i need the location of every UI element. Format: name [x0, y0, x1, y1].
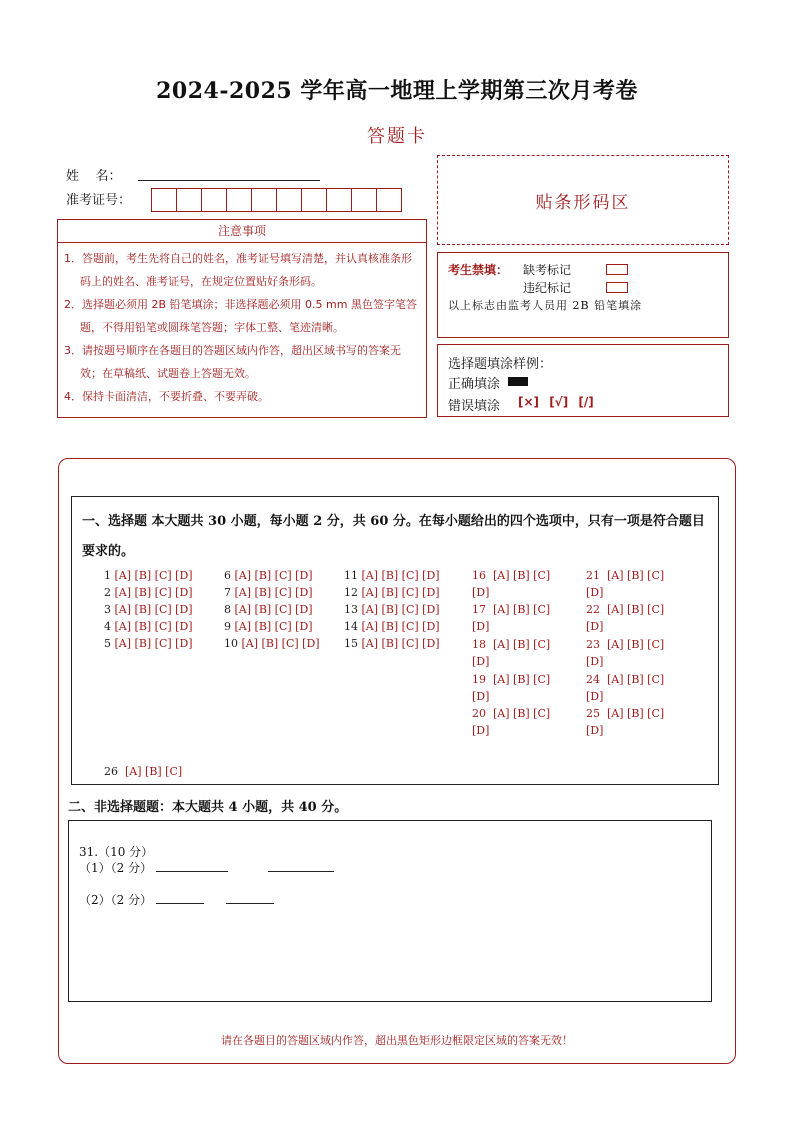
proctor-note: 以上标志由监考人员用 2B 铅笔填涂 — [448, 299, 643, 312]
notice-item: 2．选择题必须用 2B 铅笔填涂；非选择题必须用 0.5 mm 黑色签字笔答题，不得用铅笔或圆珠笔答题；字体工整、笔迹清晰。 — [64, 298, 417, 334]
notice-heading: 注意事项 — [57, 219, 427, 243]
question-row[interactable]: 11 [A] [B] [C] [D] — [344, 569, 440, 582]
question-31-label: 31.（10 分） — [79, 845, 154, 859]
digit-box[interactable] — [251, 188, 277, 212]
question-row[interactable]: 3 [A] [B] [C] [D] — [104, 603, 193, 616]
footer-note: 请在各题目的答题区域内作答，超出黑色矩形边框限定区域的答案无效！ — [221, 1034, 573, 1047]
answer-sheet-subtitle: 答题卡 — [367, 126, 427, 147]
violation-mark-label: 违纪标记 — [523, 281, 572, 295]
page-title: 2024-2025 学年高一地理上学期第三次月考卷 — [156, 78, 638, 104]
question-row[interactable]: 6 [A] [B] [C] [D] — [224, 569, 313, 582]
question-row[interactable]: 25 [A] [B] [C] [D] — [586, 707, 665, 737]
digit-box[interactable] — [201, 188, 227, 212]
question-row[interactable]: 8 [A] [B] [C] [D] — [224, 603, 313, 616]
question-row[interactable]: 9 [A] [B] [C] [D] — [224, 620, 313, 633]
question-row[interactable]: 10 [A] [B] [C] [D] — [224, 637, 320, 650]
question-row[interactable]: 4 [A] [B] [C] [D] — [104, 620, 193, 633]
digit-box[interactable] — [301, 188, 327, 212]
question-row[interactable]: 17 [A] [B] [C] [D] — [472, 603, 551, 633]
forbidden-label: 考生禁填： — [448, 263, 509, 277]
section2-title: 二、非选择题题：本大题共 4 小题，共 40 分。 — [68, 800, 348, 815]
answer-blank[interactable] — [156, 871, 228, 872]
answer-blank[interactable] — [268, 871, 334, 872]
violation-mark-box[interactable] — [606, 282, 628, 293]
question-row[interactable]: 23 [A] [B] [C] [D] — [586, 638, 665, 668]
correct-fill-label: 正确填涂 — [448, 377, 501, 392]
notice-body — [57, 242, 427, 418]
question-row[interactable]: 13 [A] [B] [C] [D] — [344, 603, 440, 616]
fill-example-title: 选择题填涂样例： — [448, 357, 553, 372]
section1-title: 一、选择题 本大题共 30 小题，每小题 2 分，共 60 分。在每小题给出的四个选项中，只有一项是符合题目要求的。 — [82, 514, 705, 559]
question-row[interactable]: 7 [A] [B] [C] [D] — [224, 586, 313, 599]
question-row[interactable]: 1 [A] [B] [C] [D] — [104, 569, 193, 582]
question-row[interactable]: 16 [A] [B] [C] [D] — [472, 569, 551, 599]
correct-fill-mark — [508, 377, 528, 386]
notice-item: 3．请按题号顺序在各题目的答题区域内作答，超出区域书写的答案无效；在草稿纸、试题卷上答题无效。 — [64, 344, 401, 380]
question-row[interactable]: 26 [A] [B] [C] — [104, 765, 183, 778]
question-row[interactable]: 24 [A] [B] [C] [D] — [586, 673, 665, 703]
question-row[interactable]: 22 [A] [B] [C] [D] — [586, 603, 665, 633]
name-input-line[interactable] — [138, 180, 320, 181]
wrong-fill-marks: [×] [√] [/] — [518, 395, 594, 409]
notice-item: 4．保持卡面清洁，不要折叠、不要弄破。 — [64, 390, 269, 403]
name-label: 姓 名： — [66, 169, 122, 184]
fill-example-box — [437, 344, 729, 417]
question-31-part2 — [79, 891, 274, 908]
question-row[interactable]: 18 [A] [B] [C] [D] — [472, 638, 551, 668]
part2-label: （2）（2 分） — [79, 893, 153, 907]
digit-box[interactable] — [176, 188, 202, 212]
exam-number-label: 准考证号： — [66, 193, 132, 208]
digit-box[interactable] — [376, 188, 402, 212]
question-31-part1 — [79, 859, 334, 876]
digit-box[interactable] — [326, 188, 352, 212]
digit-box[interactable] — [276, 188, 302, 212]
question-row[interactable]: 19 [A] [B] [C] [D] — [472, 673, 551, 703]
exam-number-boxes[interactable] — [152, 188, 402, 212]
digit-box[interactable] — [151, 188, 177, 212]
wrong-fill-label: 错误填涂 — [448, 399, 501, 414]
answer-blank[interactable] — [156, 903, 204, 904]
question-row[interactable]: 2 [A] [B] [C] [D] — [104, 586, 193, 599]
question-row[interactable]: 12 [A] [B] [C] [D] — [344, 586, 440, 599]
question-row[interactable]: 14 [A] [B] [C] [D] — [344, 620, 440, 633]
non-choice-answer-box[interactable] — [68, 820, 712, 1002]
part1-label: （1）（2 分） — [79, 861, 153, 875]
barcode-area-label: 贴条形码区 — [535, 192, 631, 213]
digit-box[interactable] — [351, 188, 377, 212]
absent-mark-label: 缺考标记 — [523, 263, 572, 277]
answer-blank[interactable] — [226, 903, 274, 904]
question-row[interactable]: 20 [A] [B] [C] [D] — [472, 707, 551, 737]
question-row[interactable]: 5 [A] [B] [C] [D] — [104, 637, 193, 650]
notice-item: 1．答题前，考生先将自己的姓名，准考证号填写清楚，并认真核准条形码上的姓名、准考证号，在规定位置贴好条形码。 — [64, 252, 412, 288]
barcode-area — [437, 155, 729, 245]
multiple-choice-section — [71, 496, 719, 785]
question-row[interactable]: 21 [A] [B] [C] [D] — [586, 569, 665, 599]
forbidden-box — [437, 252, 729, 338]
question-row[interactable]: 15 [A] [B] [C] [D] — [344, 637, 440, 650]
digit-box[interactable] — [226, 188, 252, 212]
absent-mark-box[interactable] — [606, 264, 628, 275]
